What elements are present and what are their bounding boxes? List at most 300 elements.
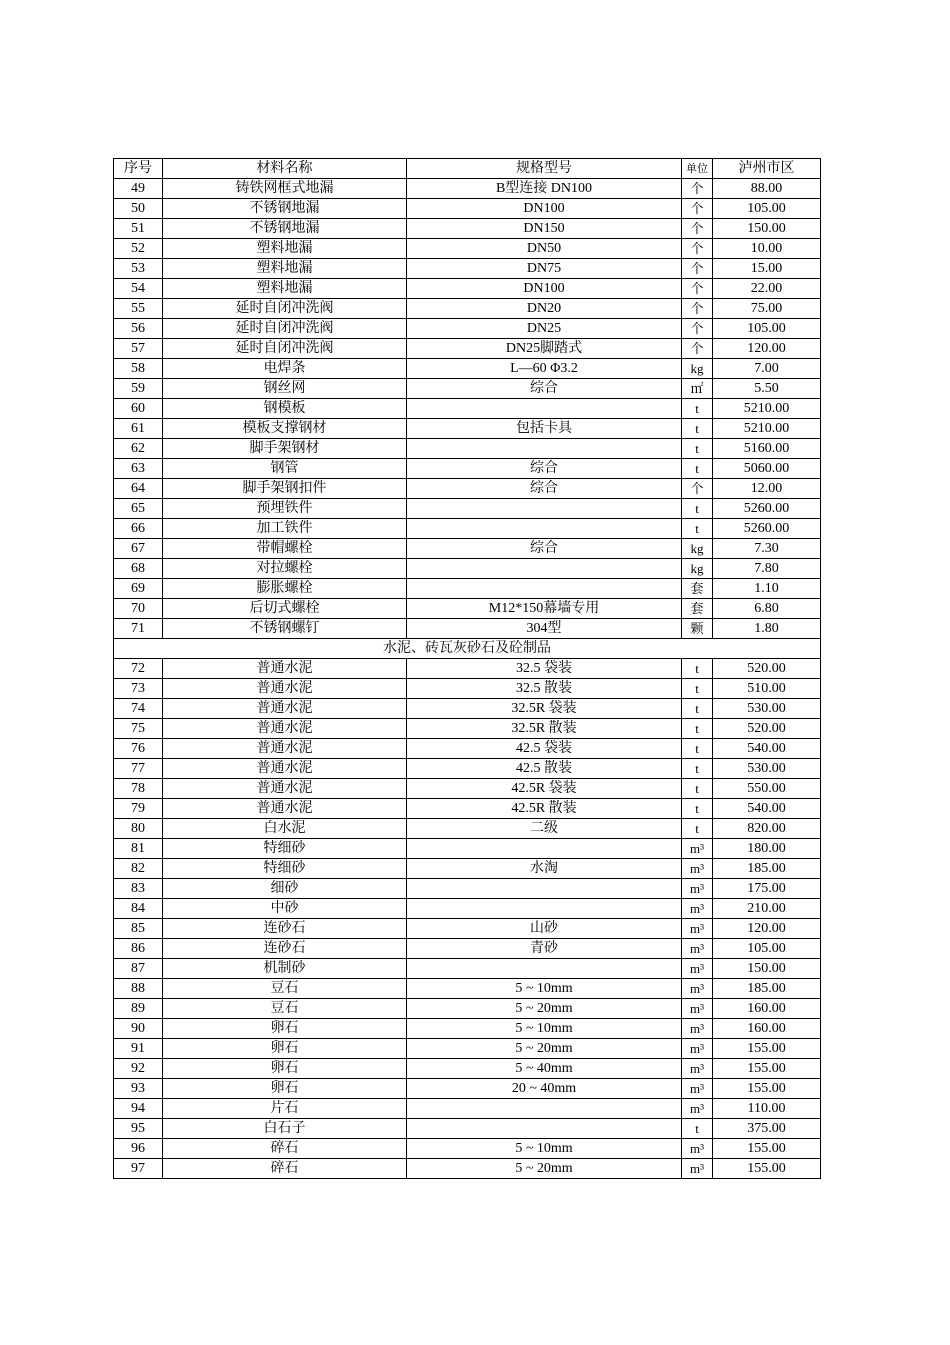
cell-no: 56 — [114, 319, 163, 339]
cell-name: 钢模板 — [163, 399, 407, 419]
table-row — [114, 1139, 821, 1159]
cell-price: 155.00 — [713, 1059, 821, 1079]
cell-spec: 山砂 — [407, 919, 682, 939]
cell-no: 70 — [114, 599, 163, 619]
cell-spec — [407, 579, 682, 599]
cell-no: 92 — [114, 1059, 163, 1079]
cell-no: 97 — [114, 1159, 163, 1179]
cell-no: 60 — [114, 399, 163, 419]
cell-spec: 304型 — [407, 619, 682, 639]
cell-spec: 包括卡具 — [407, 419, 682, 439]
cell-unit: t — [682, 659, 713, 679]
cell-price: 105.00 — [713, 319, 821, 339]
cell-no: 54 — [114, 279, 163, 299]
cell-no: 78 — [114, 779, 163, 799]
cell-unit: t — [682, 399, 713, 419]
cell-spec — [407, 519, 682, 539]
cell-unit: 个 — [682, 299, 713, 319]
cell-spec — [407, 959, 682, 979]
cell-name: 钢丝网 — [163, 379, 407, 399]
table-row — [114, 1079, 821, 1099]
cell-no: 49 — [114, 179, 163, 199]
cell-unit: t — [682, 499, 713, 519]
cell-unit: t — [682, 439, 713, 459]
cell-unit: t — [682, 419, 713, 439]
cell-price: 180.00 — [713, 839, 821, 859]
table-row — [114, 1019, 821, 1039]
cell-spec: 5 ~ 20mm — [407, 999, 682, 1019]
cell-spec: M12*150幕墙专用 — [407, 599, 682, 619]
cell-price: 7.80 — [713, 559, 821, 579]
cell-unit: 个 — [682, 279, 713, 299]
cell-price: 5210.00 — [713, 419, 821, 439]
cell-unit: t — [682, 519, 713, 539]
cell-price: 550.00 — [713, 779, 821, 799]
cell-name: 模板支撑钢材 — [163, 419, 407, 439]
table-row — [114, 239, 821, 259]
cell-unit: m³ — [682, 839, 713, 859]
table-row — [114, 499, 821, 519]
cell-spec: 5 ~ 10mm — [407, 1019, 682, 1039]
cell-spec: DN50 — [407, 239, 682, 259]
cell-spec: 5 ~ 20mm — [407, 1159, 682, 1179]
table-row — [114, 979, 821, 999]
cell-unit: m³ — [682, 979, 713, 999]
cell-unit: m³ — [682, 919, 713, 939]
cell-unit: t — [682, 739, 713, 759]
cell-unit: t — [682, 679, 713, 699]
cell-name: 普通水泥 — [163, 699, 407, 719]
table-row — [114, 199, 821, 219]
cell-price: 155.00 — [713, 1139, 821, 1159]
cell-spec — [407, 499, 682, 519]
cell-no: 64 — [114, 479, 163, 499]
cell-price: 22.00 — [713, 279, 821, 299]
table-row — [114, 219, 821, 239]
cell-no: 91 — [114, 1039, 163, 1059]
cell-no: 86 — [114, 939, 163, 959]
cell-unit: m³ — [682, 1079, 713, 1099]
cell-no: 84 — [114, 899, 163, 919]
table-body-cement — [114, 659, 821, 1179]
cell-price: 185.00 — [713, 979, 821, 999]
cell-name: 普通水泥 — [163, 799, 407, 819]
table-row — [114, 319, 821, 339]
cell-name: 加工铁件 — [163, 519, 407, 539]
cell-spec: 5 ~ 20mm — [407, 1039, 682, 1059]
cell-spec: 42.5R 散装 — [407, 799, 682, 819]
cell-price: 88.00 — [713, 179, 821, 199]
cell-name: 细砂 — [163, 879, 407, 899]
table-row — [114, 519, 821, 539]
cell-spec: 42.5 袋装 — [407, 739, 682, 759]
table-row — [114, 679, 821, 699]
table-row — [114, 459, 821, 479]
cell-spec — [407, 1099, 682, 1119]
table-row — [114, 859, 821, 879]
cell-price: 210.00 — [713, 899, 821, 919]
cell-price: 160.00 — [713, 999, 821, 1019]
cell-no: 51 — [114, 219, 163, 239]
cell-spec: 5 ~ 10mm — [407, 979, 682, 999]
header-no: 序号 — [114, 159, 163, 179]
cell-price: 110.00 — [713, 1099, 821, 1119]
cell-price: 10.00 — [713, 239, 821, 259]
cell-spec — [407, 1119, 682, 1139]
cell-spec: 32.5R 袋装 — [407, 699, 682, 719]
cell-name: 碎石 — [163, 1159, 407, 1179]
cell-no: 96 — [114, 1139, 163, 1159]
price-table — [113, 158, 821, 1179]
cell-no: 53 — [114, 259, 163, 279]
cell-unit: m³ — [682, 1019, 713, 1039]
table-row — [114, 779, 821, 799]
cell-name: 不锈钢螺钉 — [163, 619, 407, 639]
cell-price: 540.00 — [713, 799, 821, 819]
cell-price: 1.80 — [713, 619, 821, 639]
header-unit: 单位 — [682, 159, 713, 179]
table-row — [114, 799, 821, 819]
table-row — [114, 479, 821, 499]
cell-unit: ㎡ — [682, 379, 713, 399]
cell-price: 5260.00 — [713, 499, 821, 519]
cell-name: 卵石 — [163, 1079, 407, 1099]
cell-unit: t — [682, 819, 713, 839]
cell-price: 185.00 — [713, 859, 821, 879]
cell-unit: t — [682, 699, 713, 719]
cell-no: 72 — [114, 659, 163, 679]
cell-spec: 综合 — [407, 479, 682, 499]
cell-unit: kg — [682, 539, 713, 559]
cell-no: 57 — [114, 339, 163, 359]
table-row — [114, 939, 821, 959]
table-row — [114, 379, 821, 399]
cell-unit: kg — [682, 559, 713, 579]
cell-name: 卵石 — [163, 1039, 407, 1059]
cell-name: 塑料地漏 — [163, 279, 407, 299]
cell-unit: 个 — [682, 219, 713, 239]
cell-no: 59 — [114, 379, 163, 399]
cell-no: 52 — [114, 239, 163, 259]
header-spec: 规格型号 — [407, 159, 682, 179]
cell-price: 105.00 — [713, 199, 821, 219]
cell-unit: 个 — [682, 339, 713, 359]
cell-no: 61 — [114, 419, 163, 439]
cell-no: 50 — [114, 199, 163, 219]
cell-name: 钢管 — [163, 459, 407, 479]
cell-name: 普通水泥 — [163, 679, 407, 699]
cell-spec: DN25脚踏式 — [407, 339, 682, 359]
cell-price: 1.10 — [713, 579, 821, 599]
cell-no: 63 — [114, 459, 163, 479]
table-row — [114, 539, 821, 559]
cell-unit: 套 — [682, 579, 713, 599]
cell-name: 普通水泥 — [163, 759, 407, 779]
cell-name: 连砂石 — [163, 919, 407, 939]
cell-unit: m³ — [682, 939, 713, 959]
cell-name: 后切式螺栓 — [163, 599, 407, 619]
cell-no: 93 — [114, 1079, 163, 1099]
cell-spec: DN75 — [407, 259, 682, 279]
cell-unit: m³ — [682, 1159, 713, 1179]
cell-price: 520.00 — [713, 659, 821, 679]
cell-unit: t — [682, 759, 713, 779]
table-row — [114, 579, 821, 599]
cell-spec: 综合 — [407, 459, 682, 479]
cell-unit: m³ — [682, 899, 713, 919]
cell-no: 82 — [114, 859, 163, 879]
table-row — [114, 259, 821, 279]
cell-name: 电焊条 — [163, 359, 407, 379]
cell-name: 卵石 — [163, 1059, 407, 1079]
table-row — [114, 899, 821, 919]
cell-spec: L—60 Φ3.2 — [407, 359, 682, 379]
cell-no: 58 — [114, 359, 163, 379]
cell-unit: t — [682, 799, 713, 819]
table-row — [114, 739, 821, 759]
cell-price: 520.00 — [713, 719, 821, 739]
cell-no: 74 — [114, 699, 163, 719]
table-row — [114, 1099, 821, 1119]
cell-spec: 32.5 袋装 — [407, 659, 682, 679]
table-row — [114, 1059, 821, 1079]
cell-unit: 个 — [682, 199, 713, 219]
table-row — [114, 599, 821, 619]
cell-price: 12.00 — [713, 479, 821, 499]
cell-no: 73 — [114, 679, 163, 699]
cell-unit: m³ — [682, 1059, 713, 1079]
cell-name: 不锈钢地漏 — [163, 219, 407, 239]
cell-name: 塑料地漏 — [163, 239, 407, 259]
cell-name: 特细砂 — [163, 859, 407, 879]
cell-spec: 20 ~ 40mm — [407, 1079, 682, 1099]
cell-price: 7.30 — [713, 539, 821, 559]
cell-price: 5210.00 — [713, 399, 821, 419]
cell-no: 68 — [114, 559, 163, 579]
cell-price: 5160.00 — [713, 439, 821, 459]
cell-price: 6.80 — [713, 599, 821, 619]
cell-unit: t — [682, 1119, 713, 1139]
cell-name: 延时自闭冲洗阀 — [163, 339, 407, 359]
table-row — [114, 879, 821, 899]
cell-unit: m³ — [682, 859, 713, 879]
cell-unit: 个 — [682, 259, 713, 279]
cell-spec: 综合 — [407, 379, 682, 399]
cell-no: 81 — [114, 839, 163, 859]
cell-price: 150.00 — [713, 959, 821, 979]
cell-price: 510.00 — [713, 679, 821, 699]
cell-price: 120.00 — [713, 919, 821, 939]
cell-name: 豆石 — [163, 979, 407, 999]
cell-price: 120.00 — [713, 339, 821, 359]
cell-name: 普通水泥 — [163, 739, 407, 759]
header-price: 泸州市区 — [713, 159, 821, 179]
cell-spec: 32.5 散装 — [407, 679, 682, 699]
cell-price: 175.00 — [713, 879, 821, 899]
cell-name: 特细砂 — [163, 839, 407, 859]
cell-price: 150.00 — [713, 219, 821, 239]
section-row — [114, 639, 821, 659]
cell-spec: 5 ~ 40mm — [407, 1059, 682, 1079]
cell-no: 62 — [114, 439, 163, 459]
cell-spec: 42.5 散装 — [407, 759, 682, 779]
cell-no: 76 — [114, 739, 163, 759]
cell-no: 95 — [114, 1119, 163, 1139]
table-row — [114, 559, 821, 579]
cell-name: 白水泥 — [163, 819, 407, 839]
cell-name: 不锈钢地漏 — [163, 199, 407, 219]
cell-unit: 颗 — [682, 619, 713, 639]
cell-name: 普通水泥 — [163, 779, 407, 799]
cell-name: 带帽螺栓 — [163, 539, 407, 559]
cell-no: 67 — [114, 539, 163, 559]
cell-spec: DN150 — [407, 219, 682, 239]
cell-no: 94 — [114, 1099, 163, 1119]
cell-price: 5.50 — [713, 379, 821, 399]
cell-unit: 个 — [682, 479, 713, 499]
cell-name: 铸铁网框式地漏 — [163, 179, 407, 199]
cell-unit: 个 — [682, 319, 713, 339]
table-row — [114, 959, 821, 979]
cell-price: 530.00 — [713, 699, 821, 719]
cell-no: 79 — [114, 799, 163, 819]
table-row — [114, 279, 821, 299]
cell-no: 85 — [114, 919, 163, 939]
cell-no: 65 — [114, 499, 163, 519]
cell-no: 88 — [114, 979, 163, 999]
table-row — [114, 839, 821, 859]
cell-name: 豆石 — [163, 999, 407, 1019]
cell-price: 155.00 — [713, 1159, 821, 1179]
cell-unit: m³ — [682, 1099, 713, 1119]
cell-unit: t — [682, 779, 713, 799]
cell-spec: B型连接 DN100 — [407, 179, 682, 199]
cell-name: 对拉螺栓 — [163, 559, 407, 579]
cell-name: 中砂 — [163, 899, 407, 919]
cell-spec — [407, 559, 682, 579]
cell-no: 89 — [114, 999, 163, 1019]
cell-name: 白石子 — [163, 1119, 407, 1139]
table-row — [114, 299, 821, 319]
cell-unit: 个 — [682, 179, 713, 199]
cell-unit: t — [682, 459, 713, 479]
cell-unit: 套 — [682, 599, 713, 619]
cell-unit: m³ — [682, 959, 713, 979]
cell-price: 155.00 — [713, 1079, 821, 1099]
table-row — [114, 699, 821, 719]
cell-no: 83 — [114, 879, 163, 899]
cell-name: 机制砂 — [163, 959, 407, 979]
cell-name: 普通水泥 — [163, 719, 407, 739]
cell-spec: DN25 — [407, 319, 682, 339]
cell-price: 5260.00 — [713, 519, 821, 539]
cell-name: 膨胀螺栓 — [163, 579, 407, 599]
cell-spec: DN100 — [407, 279, 682, 299]
cell-unit: m³ — [682, 879, 713, 899]
cell-no: 80 — [114, 819, 163, 839]
table-row — [114, 659, 821, 679]
cell-name: 片石 — [163, 1099, 407, 1119]
cell-price: 105.00 — [713, 939, 821, 959]
cell-name: 脚手架钢扣件 — [163, 479, 407, 499]
cell-no: 55 — [114, 299, 163, 319]
cell-no: 69 — [114, 579, 163, 599]
table-row — [114, 359, 821, 379]
table-row — [114, 759, 821, 779]
cell-name: 连砂石 — [163, 939, 407, 959]
table-row — [114, 1119, 821, 1139]
table-row — [114, 179, 821, 199]
cell-spec: 二级 — [407, 819, 682, 839]
cell-spec: 5 ~ 10mm — [407, 1139, 682, 1159]
cell-name: 塑料地漏 — [163, 259, 407, 279]
table-row — [114, 399, 821, 419]
table-row — [114, 919, 821, 939]
cell-unit: m³ — [682, 999, 713, 1019]
cell-name: 延时自闭冲洗阀 — [163, 299, 407, 319]
cell-price: 5060.00 — [713, 459, 821, 479]
section-row-group — [114, 639, 821, 659]
header-name: 材料名称 — [163, 159, 407, 179]
cell-price: 155.00 — [713, 1039, 821, 1059]
table-row — [114, 999, 821, 1019]
cell-spec: 综合 — [407, 539, 682, 559]
table-row — [114, 1039, 821, 1059]
cell-no: 77 — [114, 759, 163, 779]
cell-spec: DN20 — [407, 299, 682, 319]
cell-spec — [407, 399, 682, 419]
table-row — [114, 1159, 821, 1179]
table-row — [114, 619, 821, 639]
section-title: 水泥、砖瓦灰砂石及砼制品 — [114, 639, 821, 659]
cell-spec — [407, 899, 682, 919]
cell-spec: 32.5R 散装 — [407, 719, 682, 739]
cell-spec: 水淘 — [407, 859, 682, 879]
cell-unit: m³ — [682, 1039, 713, 1059]
cell-spec — [407, 439, 682, 459]
cell-spec: 42.5R 袋装 — [407, 779, 682, 799]
cell-name: 卵石 — [163, 1019, 407, 1039]
cell-spec — [407, 839, 682, 859]
table-body-metal — [114, 179, 821, 639]
header-row — [114, 159, 821, 179]
cell-name: 碎石 — [163, 1139, 407, 1159]
cell-unit: m³ — [682, 1139, 713, 1159]
cell-spec: 青砂 — [407, 939, 682, 959]
cell-price: 160.00 — [713, 1019, 821, 1039]
cell-price: 820.00 — [713, 819, 821, 839]
cell-price: 7.00 — [713, 359, 821, 379]
cell-price: 15.00 — [713, 259, 821, 279]
cell-unit: 个 — [682, 239, 713, 259]
cell-no: 66 — [114, 519, 163, 539]
table-row — [114, 819, 821, 839]
cell-unit: kg — [682, 359, 713, 379]
cell-name: 预埋铁件 — [163, 499, 407, 519]
cell-spec — [407, 879, 682, 899]
cell-unit: t — [682, 719, 713, 739]
table-row — [114, 439, 821, 459]
cell-no: 90 — [114, 1019, 163, 1039]
cell-spec: DN100 — [407, 199, 682, 219]
cell-name: 脚手架钢材 — [163, 439, 407, 459]
cell-name: 普通水泥 — [163, 659, 407, 679]
table-row — [114, 339, 821, 359]
table-row — [114, 419, 821, 439]
table-row — [114, 719, 821, 739]
cell-no: 75 — [114, 719, 163, 739]
cell-no: 87 — [114, 959, 163, 979]
